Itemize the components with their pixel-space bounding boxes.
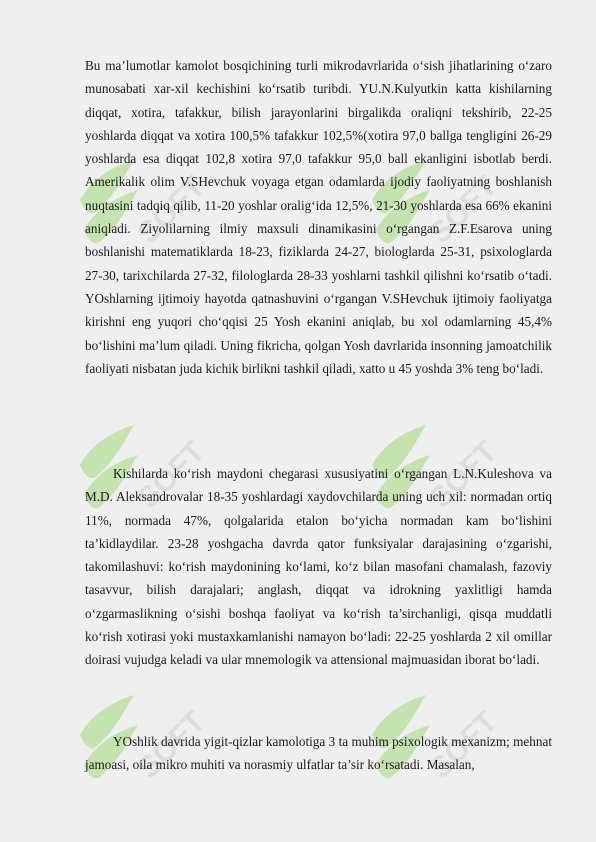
body-text (85, 462, 552, 672)
watermark-text: SOFT (423, 705, 504, 785)
watermark-text: SOFT (423, 170, 504, 250)
watermark-text: SOFT (131, 170, 212, 250)
body-text (85, 54, 552, 380)
watermark-text: SOFT (131, 705, 212, 785)
paragraph-2: Kishilarda ko‘rish maydoni chegarasi xususiyatini o‘rgangan L.N.Kuleshova va M.D. Aleksandrovalar 18-35 yoshlardagi xaydovchilarda uning uch xil: normadan ortiq 11%, normada 47%, qolgalarida etalon bo‘yicha normadan kam bo‘lishini ta’kidlaydilar. 23-28 yoshgacha davrda qator funksiyalar darajasining o‘zgarishi, takomilashuvi: ko‘rish maydonining ko‘lami, ko‘z bilan masofani chamalash, fazoviy tasavvur, bilish darajalari; anglash, diqqat va idrokning yaxlitligi hamda o‘zgarmaslikning o‘sishi boshqa faoliyat va ko‘rish ta’sirchanligi, qisqa muddatli ko‘rish xotirasi yoki mustaxkamlanishi namayon bo‘ladi: 22-25 yoshlarda 2 xil omillar doirasi vujudga keladi va ular mnemologik va attensional majmuasidan iborat bo‘ladi. (85, 466, 552, 668)
paragraph-1: Bu ma’lumotlar kamolot bosqichining turli mikrodavrlarida o‘sish jihatlarining o‘zaro munosabati xar-xil kechishini ko‘rsatib turibdi. YU.N.Kulyutkin katta kishilarning diqqat, xotira, tafakkur, bilish jarayonlarini birgalikda oraliqni tekshirib, 22-25 yoshlarda diqqat va xotira 100,5% tafakkur 102,5%(xotira 97,0 ballga tengligini 26-29 yoshlarda esa diqqat 102,8 xotira 97,0 tafakkur 95,0 ball ekanligini isbotlab berdi. Amerikalik olim V.SHevchuk voyaga etgan odamlarda ijodiy faoliyatning boshlanish nuqtasini tadqiq qilib, 11-20 yoshlar oralig‘ida 12,5%, 21-30 yoshlarda esa 66% ekanini aniqladi. Ziyolilarning ilmiy maxsuli dinamikasini o‘rgangan Z.F.Esarova uning boshlanishi matematiklarda 18-23, fiziklarda 24-27, biologlarda 25-31, psixologlarda 27-30, tarixchilarda 27-32, filologlarda 28-33 yoshlarni tashkil qilishni ko‘rsatib o‘tadi. YOshlarning ijtimoiy hayotda qatnashuvini o‘rgangan V.SHevchuk ijtimoiy faoliyatga kirishni eng yuqori cho‘qqisi 25 Yosh ekanini aniqlab, bu xol odamlarning 45,4% bo‘lishini ma’lum qiladi. Uning fikricha, qolgan Yosh davrlarida insonning jamoatchilik faoliyati nisbatan juda kichik birlikni tashkil qiladi, xatto u 45 yoshda 3% teng bo‘ladi. (85, 58, 552, 376)
watermark-text: SOFT (423, 435, 504, 515)
body-text (85, 730, 552, 777)
paragraph-3: YOshlik davrida yigit-qizlar kamolotiga 3 ta muhim psixologik mexanizm; mehnat jamoasi, oila mikro muhiti va norasmiy ulfatlar ta’sir ko‘rsatadi. Masalan, (85, 734, 552, 773)
watermark-text: SOFT (131, 435, 212, 515)
